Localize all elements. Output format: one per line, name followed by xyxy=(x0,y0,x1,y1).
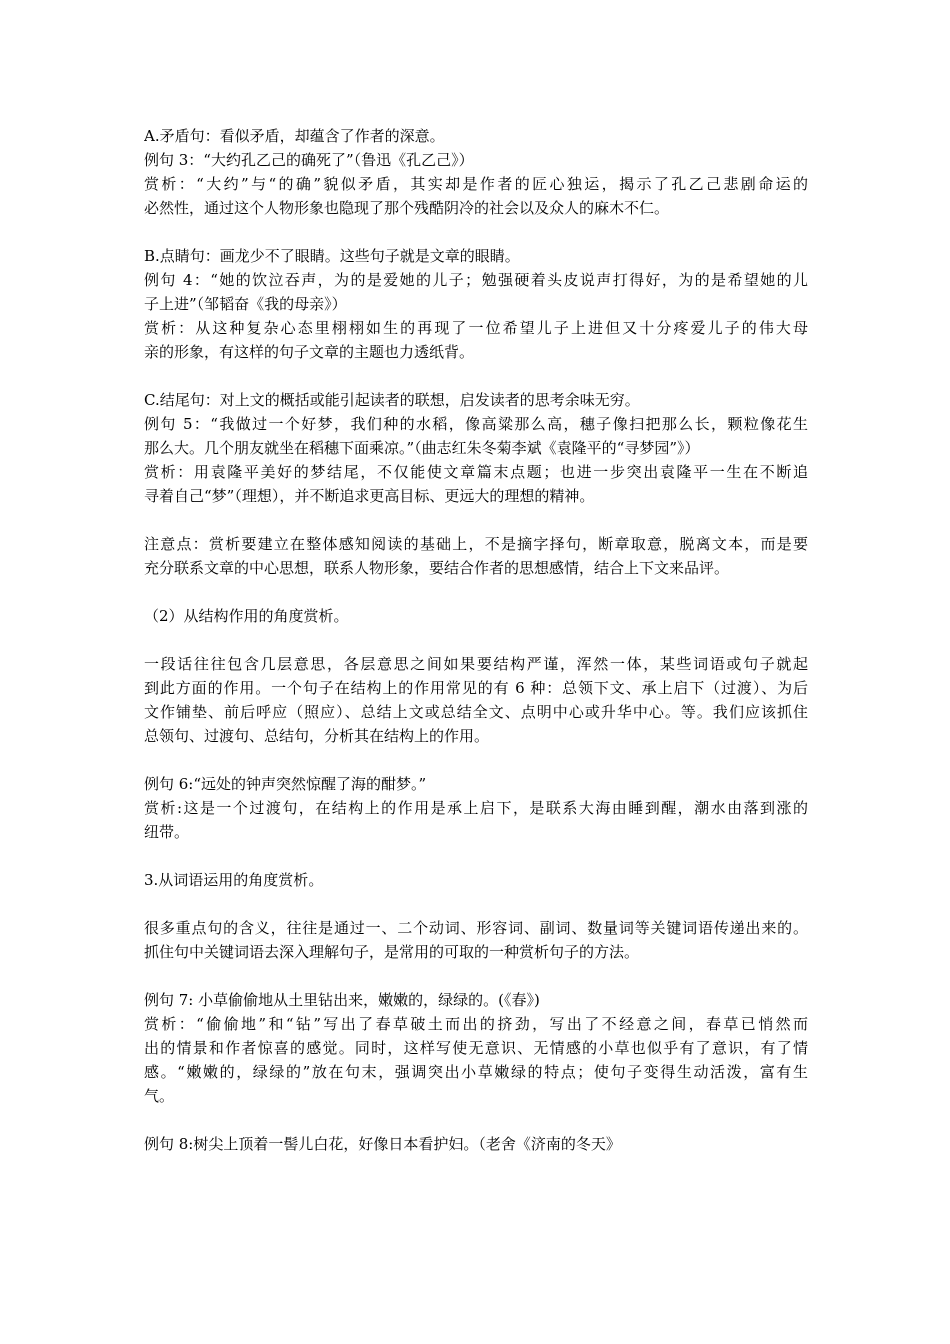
paragraph xyxy=(144,988,808,1012)
text-line: 赏析：从这种复杂心态里栩栩如生的再现了一位希望儿子上进但又十分疼爱儿子的伟大母 xyxy=(144,319,808,337)
text-line: A.矛盾句：看似矛盾，却蕴含了作者的深意。 xyxy=(144,127,445,145)
text-line: B.点睛句：画龙少不了眼睛。这些句子就是文章的眼睛。 xyxy=(144,247,520,265)
text-line: 很多重点句的含义，往往是通过一、二个动词、形容词、副词、数量词等关键词语传递出来的。 xyxy=(144,919,808,937)
paragraph xyxy=(144,772,808,796)
text-line: 例句 3：“大约孔乙己的确死了”（鲁迅《孔乙己》） xyxy=(144,151,474,169)
text-line: C.结尾句：对上文的概括或能引起读者的联想，启发读者的思考余味无穷。 xyxy=(144,391,640,409)
text-line: 感。“嫩嫩的，绿绿的”放在句末，强调突出小草嫩绿的特点；使句子变得生动活泼，富有生 xyxy=(144,1063,808,1081)
text-line: 赏析：“大约”与“的确”貌似矛盾，其实却是作者的匠心独运，揭示了孔乙己悲剧命运的 xyxy=(144,175,808,193)
text-line: 充分联系文章的中心思想，联系人物形象，要结合作者的思想感情，结合上下文来品评。 xyxy=(144,559,730,577)
text-line: 寻着自己“梦”（理想），并不断追求更高目标、更远大的理想的精神。 xyxy=(144,487,595,505)
paragraph-gap xyxy=(144,364,808,388)
paragraph xyxy=(144,316,808,364)
text-line: 亲的形象，有这样的句子文章的主题也力透纸背。 xyxy=(144,343,475,361)
text-line: 一段话往往包含几层意思，各层意思之间如果要结构严谨，浑然一体，某些词语或句子就起 xyxy=(144,655,808,673)
text-line: 例句 5：“我做过一个好梦，我们种的水稻，像高粱那么高，穗子像扫把那么长，颗粒像花生 xyxy=(144,415,808,433)
text-line: 3.从词语运用的角度赏析。 xyxy=(144,871,324,889)
paragraph xyxy=(144,412,808,460)
paragraph xyxy=(144,532,808,580)
paragraph xyxy=(144,652,808,748)
paragraph xyxy=(144,1012,808,1108)
text-line: 文作铺垫、前后呼应（照应）、总结上文或总结全文、点明中心或升华中心。等。我们应该抓住 xyxy=(144,703,808,721)
text-line: 那么大。几个朋友就坐在稻穗下面乘凉。”（曲志红朱冬菊李斌《袁隆平的“寻梦园”》） xyxy=(144,439,700,457)
paragraph-gap xyxy=(144,844,808,868)
paragraph-gap xyxy=(144,628,808,652)
text-line: 抓住句中关键词语去深入理解句子，是常用的可取的一种赏析句子的方法。 xyxy=(144,943,640,961)
text-line: 子上进”（邹韬奋《我的母亲》） xyxy=(144,295,347,313)
text-line: 例句 8:树尖上顶着一髻儿白花，好像日本看护妇。（老舍《济南的冬天》 xyxy=(144,1135,621,1153)
paragraph-gap xyxy=(144,220,808,244)
text-line: 气。 xyxy=(144,1087,175,1105)
text-line: 赏析:这是一个过渡句，在结构上的作用是承上启下，是联系大海由睡到醒，潮水由落到涨的 xyxy=(144,799,808,817)
paragraph xyxy=(144,868,808,892)
paragraph xyxy=(144,604,808,628)
text-line: 到此方面的作用。一个句子在结构上的作用常见的有 6 种：总领下文、承上启下（过渡）、为后 xyxy=(144,679,808,697)
text-line: 例句 4：“她的饮泣吞声，为的是爱她的儿子；勉强硬着头皮说声打得好，为的是希望她的儿 xyxy=(144,271,808,289)
text-line: 纽带。 xyxy=(144,823,190,841)
paragraph xyxy=(144,916,808,964)
paragraph-gap xyxy=(144,964,808,988)
paragraph-gap xyxy=(144,580,808,604)
paragraph xyxy=(144,268,808,316)
text-line: 必然性，通过这个人物形象也隐现了那个残酷阴冷的社会以及众人的麻木不仁。 xyxy=(144,199,670,217)
paragraph-gap xyxy=(144,508,808,532)
paragraph xyxy=(144,124,808,148)
text-line: 总领句、过渡句、总结句，分析其在结构上的作用。 xyxy=(144,727,490,745)
paragraph xyxy=(144,460,808,508)
paragraph xyxy=(144,148,808,172)
paragraph xyxy=(144,796,808,844)
paragraph xyxy=(144,1132,808,1156)
text-line: 注意点：赏析要建立在整体感知阅读的基础上，不是摘字择句，断章取意，脱离文本，而是要 xyxy=(144,535,808,553)
text-line: 例句 6:“远处的钟声突然惊醒了海的酣梦。” xyxy=(144,775,427,793)
paragraph xyxy=(144,388,808,412)
paragraph-gap xyxy=(144,748,808,772)
paragraph xyxy=(144,172,808,220)
text-line: 出的情景和作者惊喜的感觉。同时，这样写使无意识、无情感的小草也似乎有了意识，有了情 xyxy=(144,1039,808,1057)
text-line: 赏析：用袁隆平美好的梦结尾，不仅能使文章篇末点题；也进一步突出袁隆平一生在不断追 xyxy=(144,463,808,481)
document-page xyxy=(144,124,808,1156)
paragraph xyxy=(144,244,808,268)
paragraph-gap xyxy=(144,1108,808,1132)
text-line: （2）从结构作用的角度赏析。 xyxy=(144,607,349,625)
text-line: 例句 7: 小草偷偷地从土里钻出来，嫩嫩的，绿绿的。(《春》) xyxy=(144,991,540,1009)
paragraph-gap xyxy=(144,892,808,916)
text-line: 赏析：“偷偷地”和“钻”写出了春草破土而出的挤劲，写出了不经意之间，春草已悄然而 xyxy=(144,1015,808,1033)
